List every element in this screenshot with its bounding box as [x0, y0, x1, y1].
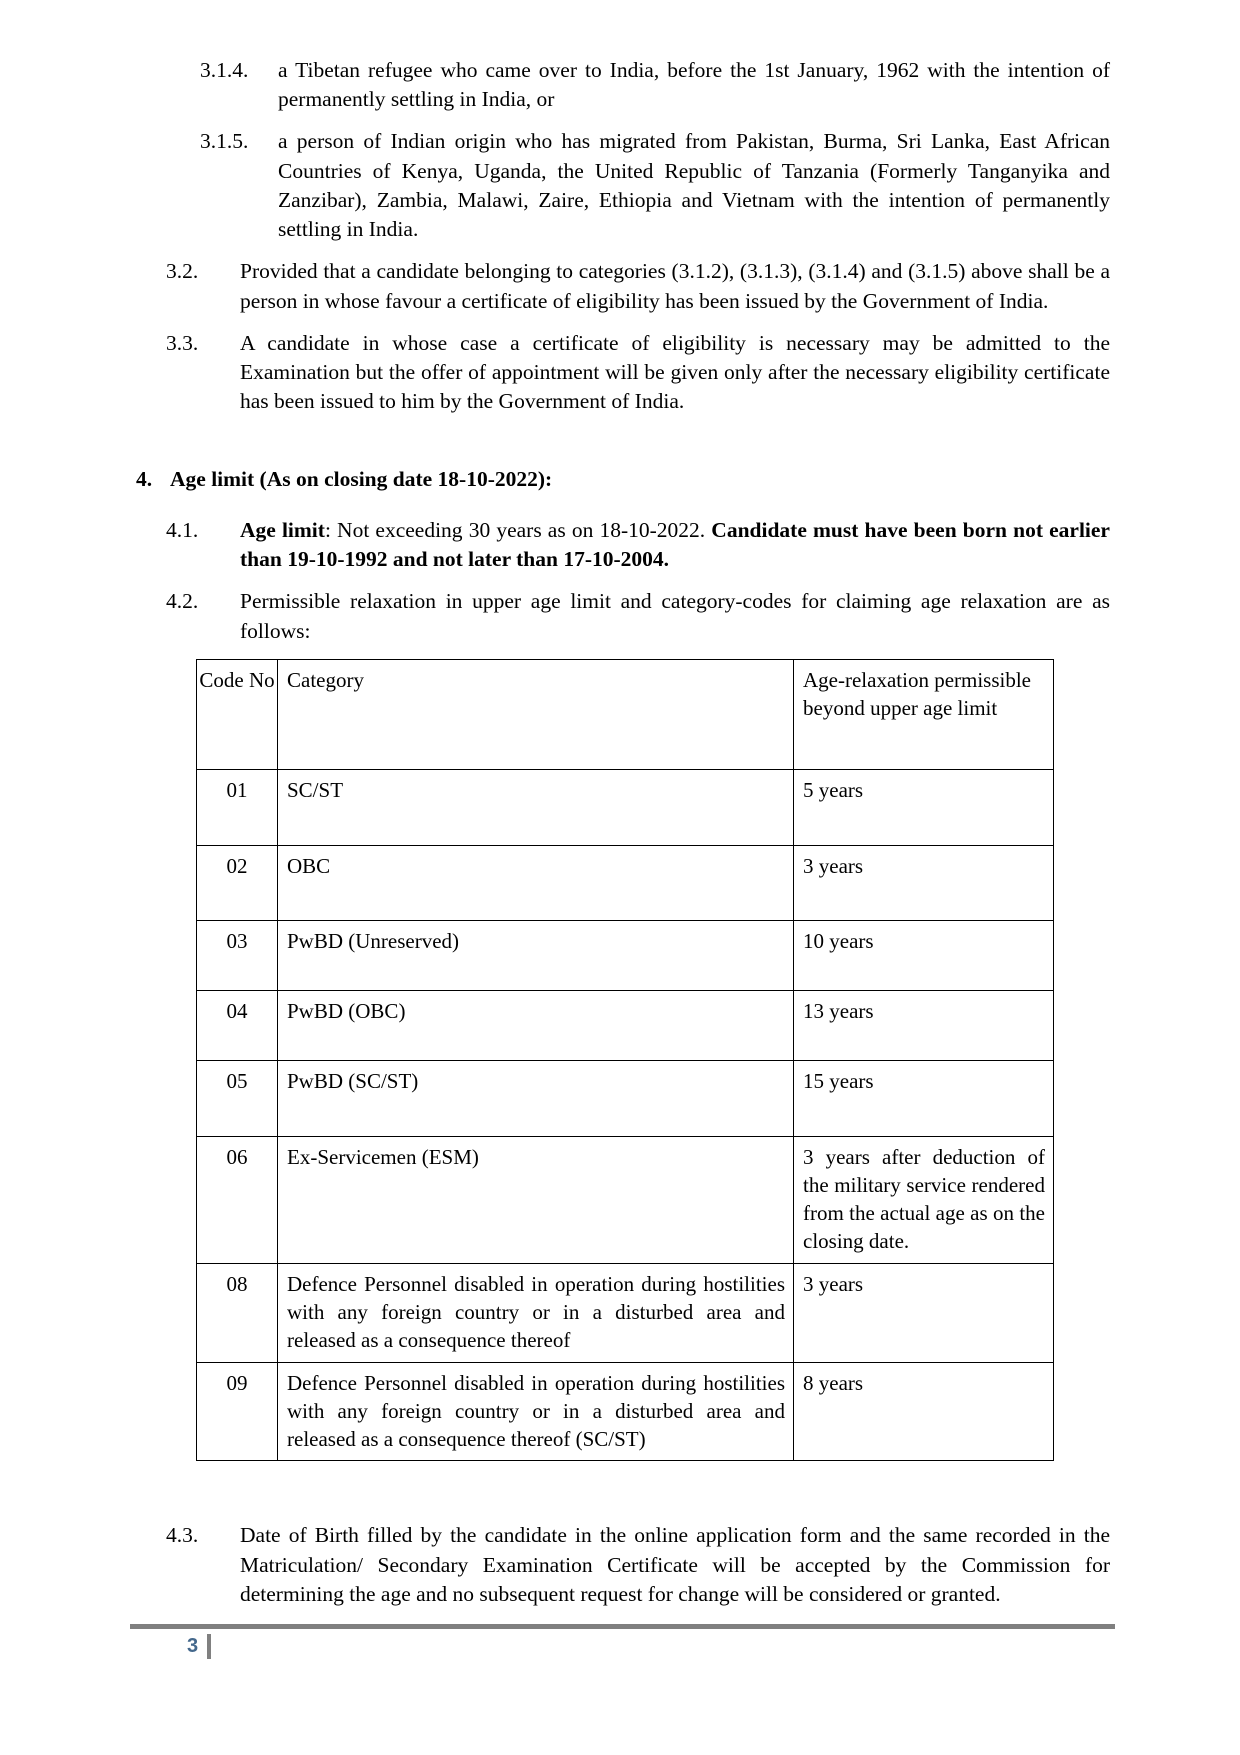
clause-number: 3.1.4.: [200, 58, 249, 82]
section-number: 4.: [136, 466, 153, 491]
age-relaxation-table-wrapper: [130, 659, 1110, 1462]
clause-4-3: [130, 1521, 1110, 1609]
clause-3-3: [130, 329, 1110, 417]
age-limit-dob-range: Candidate must have been born not earlier than 19-10-1992 and not later than 17-10-2004.: [240, 517, 1110, 572]
column-header-age-relaxation: Age-relaxation permissible beyond upper age limit: [794, 659, 1054, 769]
table-row: [197, 921, 1054, 991]
clause-text: Permissible relaxation in upper age limit and category-codes for claiming age relaxation are as follows:: [240, 589, 1110, 643]
clause-3-1-5: [130, 127, 1110, 244]
clause-number: 3.3.: [166, 330, 199, 355]
section-4-heading: [130, 465, 1110, 494]
page-footer: [130, 1624, 1120, 1659]
clause-number: 4.1.: [166, 517, 199, 542]
cell-code: 01: [197, 769, 278, 845]
clause-text: [240, 516, 1110, 574]
cell-code: 06: [197, 1137, 278, 1264]
cell-relaxation: 3 years: [794, 1263, 1054, 1362]
cell-category: PwBD (OBC): [278, 991, 794, 1061]
age-limit-detail: : Not exceeding 30 years as on 18-10-2022.: [324, 517, 712, 542]
age-limit-label: Age limit: [240, 517, 325, 542]
cell-relaxation: 3 years after deduction of the military service rendered from the actual age as on the closing date.: [794, 1137, 1054, 1264]
age-relaxation-table: [196, 659, 1054, 1462]
clause-text: a person of Indian origin who has migrated from Pakistan, Burma, Sri Lanka, East African Countries of Kenya, Uganda, the United Republic of Tanzania (Formerly Tanganyika and Zanzibar), Zambia, Malawi, Zaire, Ethiopia and Vietnam with the intention of permanently settling in India.: [278, 129, 1110, 242]
cell-code: 03: [197, 921, 278, 991]
footer-divider: [130, 1624, 1115, 1629]
cell-code: 05: [197, 1061, 278, 1137]
cell-category: Defence Personnel disabled in operation during hostilities with any foreign country or in a disturbed area and released as a consequence thereof: [278, 1263, 794, 1362]
clause-number: 3.2.: [166, 259, 199, 284]
table-row: [197, 1061, 1054, 1137]
clause-number: 4.3.: [166, 1523, 199, 1548]
cell-relaxation: 3 years: [794, 845, 1054, 921]
cell-category: OBC: [278, 845, 794, 921]
page-number-block: [130, 1634, 1120, 1659]
cell-relaxation: 13 years: [794, 991, 1054, 1061]
cell-code: 08: [197, 1263, 278, 1362]
table-row: [197, 991, 1054, 1061]
clause-number: 4.2.: [166, 589, 199, 614]
table-row: [197, 769, 1054, 845]
page-number-bar-icon: [207, 1634, 211, 1659]
cell-category: Defence Personnel disabled in operation during hostilities with any foreign country or in a disturbed area and released as a consequence thereof (SC/ST): [278, 1362, 794, 1461]
table-row: [197, 845, 1054, 921]
clause-3-1-4: [130, 56, 1110, 114]
table-row: [197, 1362, 1054, 1461]
clause-text: Provided that a candidate belonging to categories (3.1.2), (3.1.3), (3.1.4) and (3.1.5) above shall be a person in whose favour a certificate of eligibility has been issued by the Government of India.: [240, 259, 1110, 313]
cell-category: PwBD (SC/ST): [278, 1061, 794, 1137]
clause-number: 3.1.5.: [200, 129, 249, 154]
cell-category: Ex-Servicemen (ESM): [278, 1137, 794, 1264]
clause-3-2: [130, 257, 1110, 315]
cell-code: 04: [197, 991, 278, 1061]
cell-code: 09: [197, 1362, 278, 1461]
cell-relaxation: 8 years: [794, 1362, 1054, 1461]
clause-4-2: [130, 587, 1110, 645]
cell-relaxation: 10 years: [794, 921, 1054, 991]
cell-code: 02: [197, 845, 278, 921]
cell-category: SC/ST: [278, 769, 794, 845]
cell-category: PwBD (Unreserved): [278, 921, 794, 991]
clause-text: A candidate in whose case a certificate of eligibility is necessary may be admitted to the Examination but the offer of appointment will be given only after the necessary eligibility certificate has been issued to him by the Government of India.: [240, 330, 1110, 414]
cell-relaxation: 5 years: [794, 769, 1054, 845]
column-header-category: Category: [278, 659, 794, 769]
table-row: [197, 1137, 1054, 1264]
cell-relaxation: 15 years: [794, 1061, 1054, 1137]
table-header-row: [197, 659, 1054, 769]
clause-4-1: [130, 516, 1110, 574]
page-number: 3: [187, 1635, 199, 1657]
table-row: [197, 1263, 1054, 1362]
section-title: Age limit (As on closing date 18-10-2022):: [170, 466, 553, 491]
column-header-code-no: Code No: [197, 659, 278, 769]
clause-text: a Tibetan refugee who came over to India, before the 1st January, 1962 with the intention of permanently settling in India, or: [278, 58, 1110, 112]
clause-text: Date of Birth filled by the candidate in the online application form and the same recorded in the Matriculation/ Secondary Examination Certificate will be accepted by the Commission for determining the age and no subsequent request for change will be considered or granted.: [240, 1523, 1110, 1606]
